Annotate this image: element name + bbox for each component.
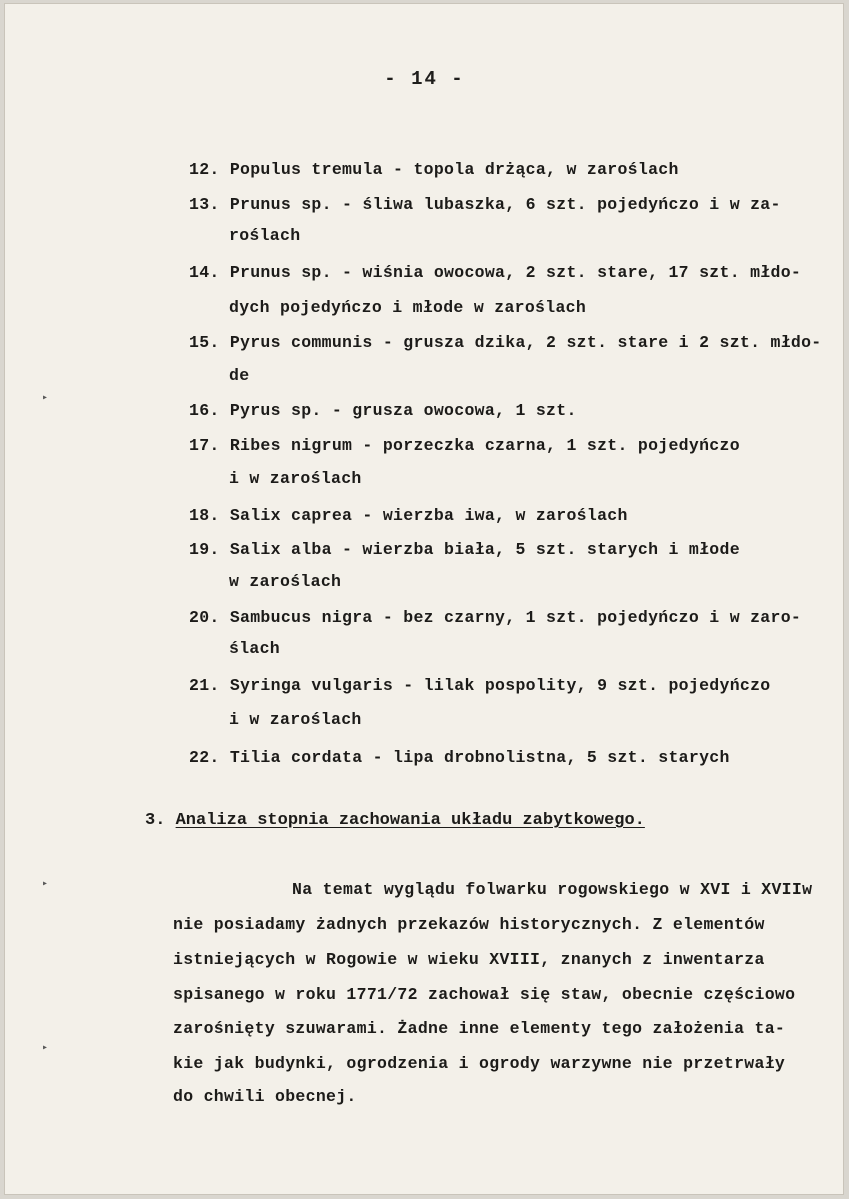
list-item-13 bbox=[189, 195, 781, 214]
list-item-12 bbox=[189, 160, 679, 179]
list-item-number: 16. bbox=[189, 401, 220, 420]
paragraph-line: spisanego w roku 1771/72 zachował się staw, obecnie częściowo bbox=[173, 985, 796, 1004]
list-item-number: 13. bbox=[189, 195, 220, 214]
list-item-text: Tilia cordata - lipa drobnolistna, 5 szt. starych bbox=[229, 748, 730, 767]
list-item-number: 21. bbox=[189, 676, 220, 695]
list-item-text: Ribes nigrum - porzeczka czarna, 1 szt. pojedyńczo bbox=[229, 436, 740, 455]
list-item-15-cont: de bbox=[229, 366, 250, 385]
list-item-number: 20. bbox=[189, 608, 220, 627]
paper-speck: ▸ bbox=[42, 1043, 49, 1054]
list-item-14 bbox=[189, 263, 801, 282]
section-title: Analiza stopnia zachowania układu zabytkowego. bbox=[175, 811, 645, 830]
paragraph-line: kie jak budynki, ogrodzenia i ogrody warzywne nie przetrwały bbox=[173, 1054, 786, 1073]
list-item-17 bbox=[189, 436, 740, 455]
list-item-text: Pyrus communis - grusza dzika, 2 szt. stare i 2 szt. młdo- bbox=[229, 333, 822, 352]
list-item-number: 19. bbox=[189, 540, 220, 559]
list-item-text: Salix caprea - wierzba iwa, w zaroślach bbox=[229, 506, 628, 525]
page-number: - 14 - bbox=[384, 68, 465, 90]
list-item-number: 14. bbox=[189, 263, 220, 282]
list-item-number: 12. bbox=[189, 160, 220, 179]
list-item-19 bbox=[189, 540, 740, 559]
list-item-18 bbox=[189, 506, 628, 525]
list-item-text: Prunus sp. - śliwa lubaszka, 6 szt. pojedyńczo i w za- bbox=[229, 195, 781, 214]
list-item-20-cont: ślach bbox=[229, 639, 281, 658]
paragraph-line: do chwili obecnej. bbox=[173, 1087, 357, 1106]
list-item-text: Pyrus sp. - grusza owocowa, 1 szt. bbox=[229, 401, 577, 420]
list-item-number: 22. bbox=[189, 748, 220, 767]
list-item-17-cont: i w zaroślach bbox=[229, 469, 362, 488]
list-item-21 bbox=[189, 676, 771, 695]
paragraph-line: istniejących w Rogowie w wieku XVIII, znanych z inwentarza bbox=[173, 950, 765, 969]
list-item-number: 15. bbox=[189, 333, 220, 352]
paper-speck: ▸ bbox=[42, 393, 49, 404]
section-heading bbox=[145, 811, 645, 830]
list-item-14-cont: dych pojedyńczo i młode w zaroślach bbox=[229, 298, 587, 317]
list-item-13-cont: roślach bbox=[229, 226, 301, 245]
list-item-16 bbox=[189, 401, 577, 420]
paragraph-line: Na temat wyglądu folwarku rogowskiego w XVI i XVIIw bbox=[292, 880, 813, 899]
paragraph-line: nie posiadamy żadnych przekazów historycznych. Z elementów bbox=[173, 915, 765, 934]
list-item-21-cont: i w zaroślach bbox=[229, 710, 362, 729]
list-item-text: Prunus sp. - wiśnia owocowa, 2 szt. stare, 17 szt. młdo- bbox=[229, 263, 802, 282]
list-item-text: Salix alba - wierzba biała, 5 szt. starych i młode bbox=[229, 540, 740, 559]
list-item-15 bbox=[189, 333, 822, 352]
list-item-number: 17. bbox=[189, 436, 220, 455]
paragraph-line: zarośnięty szuwarami. Żadne inne elementy tego założenia ta- bbox=[173, 1019, 786, 1038]
list-item-number: 18. bbox=[189, 506, 220, 525]
list-item-20 bbox=[189, 608, 801, 627]
list-item-text: Syringa vulgaris - lilak pospolity, 9 szt. pojedyńczo bbox=[229, 676, 771, 695]
list-item-19-cont: w zaroślach bbox=[229, 572, 342, 591]
list-item-text: Populus tremula - topola drżąca, w zaroślach bbox=[229, 160, 679, 179]
document-page bbox=[4, 3, 844, 1195]
list-item-text: Sambucus nigra - bez czarny, 1 szt. pojedyńczo i w zaro- bbox=[229, 608, 802, 627]
paper-speck: ▸ bbox=[42, 879, 49, 890]
list-item-22 bbox=[189, 748, 730, 767]
section-number: 3. bbox=[145, 811, 166, 830]
